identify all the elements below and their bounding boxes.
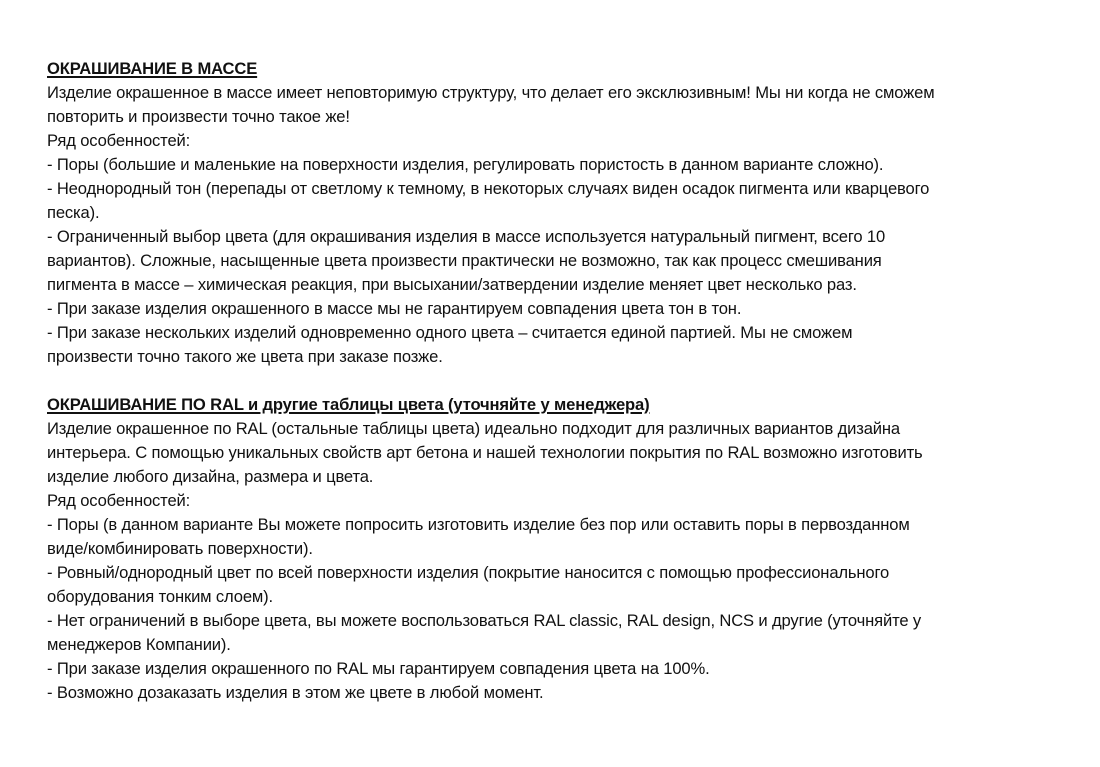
feature-line: - При заказе изделия окрашенного в массе мы не гарантируем совпадения цвета тон в тон.: [47, 299, 742, 318]
section-mass-coloring: [47, 57, 1087, 369]
feature-line: - Возможно дозаказать изделия в этом же цвете в любой момент.: [47, 683, 544, 702]
feature-item: [47, 225, 1087, 297]
section-heading: ОКРАШИВАНИЕ В МАССЕ: [47, 59, 258, 78]
feature-line: пигмента в массе – химическая реакция, при высыхании/затвердении изделие меняет цвет несколько раз.: [47, 275, 857, 294]
intro-line: Изделие окрашенное в массе имеет неповторимую структуру, что делает его эксклюзивным! Мы ни когда не сможем: [47, 83, 935, 102]
feature-line: - Нет ограничений в выборе цвета, вы можете воспользоваться RAL classic, RAL design, NCS и другие (уточняйте у: [47, 611, 922, 630]
features-label: Ряд особенностей:: [47, 491, 191, 510]
feature-line: - При заказе изделия окрашенного по RAL мы гарантируем совпадения цвета на 100%.: [47, 659, 710, 678]
feature-line: произвести точно такого же цвета при заказе позже.: [47, 347, 443, 366]
feature-line: - Неоднородный тон (перепады от светлому к темному, в некоторых случаях виден осадок пигмента или кварцевого: [47, 179, 930, 198]
section-intro: [47, 81, 1087, 129]
section-ral-coloring: [47, 393, 1087, 705]
feature-line: - При заказе нескольких изделий одновременно одного цвета – считается единой партией. Мы не сможем: [47, 323, 853, 342]
feature-line: виде/комбинировать поверхности).: [47, 539, 313, 558]
document-body: [47, 57, 1087, 705]
feature-item: [47, 681, 1087, 705]
feature-line: вариантов). Сложные, насыщенные цвета произвести практически не возможно, так как процесс смешивания: [47, 251, 882, 270]
feature-item: [47, 153, 1087, 177]
section-heading: ОКРАШИВАНИЕ ПО RAL и другие таблицы цвета (уточняйте у менеджера): [47, 395, 650, 414]
section-intro: [47, 417, 1087, 489]
feature-item: [47, 609, 1087, 657]
intro-line: повторить и произвести точно такое же!: [47, 107, 350, 126]
features-list: [47, 513, 1087, 705]
features-list: [47, 153, 1087, 369]
feature-item: [47, 321, 1087, 369]
feature-line: - Поры (большие и маленькие на поверхности изделия, регулировать пористость в данном варианте сложно).: [47, 155, 884, 174]
feature-line: менеджеров Компании).: [47, 635, 231, 654]
intro-line: изделие любого дизайна, размера и цвета.: [47, 467, 374, 486]
feature-item: [47, 657, 1087, 681]
intro-line: Изделие окрашенное по RAL (остальные таблицы цвета) идеально подходит для различных вариантов дизайна: [47, 419, 901, 438]
features-label: Ряд особенностей:: [47, 131, 191, 150]
feature-item: [47, 561, 1087, 609]
feature-item: [47, 297, 1087, 321]
feature-line: - Поры (в данном варианте Вы можете попросить изготовить изделие без пор или оставить поры в первозданном: [47, 515, 910, 534]
feature-line: - Ограниченный выбор цвета (для окрашивания изделия в массе используется натуральный пигмент, всего 10: [47, 227, 886, 246]
feature-item: [47, 513, 1087, 561]
intro-line: интерьера. С помощью уникальных свойств арт бетона и нашей технологии покрытия по RAL возможно изготовить: [47, 443, 923, 462]
feature-line: песка).: [47, 203, 100, 222]
feature-item: [47, 177, 1087, 225]
feature-line: оборудования тонким слоем).: [47, 587, 274, 606]
feature-line: - Ровный/однородный цвет по всей поверхности изделия (покрытие наносится с помощью профессионального: [47, 563, 890, 582]
